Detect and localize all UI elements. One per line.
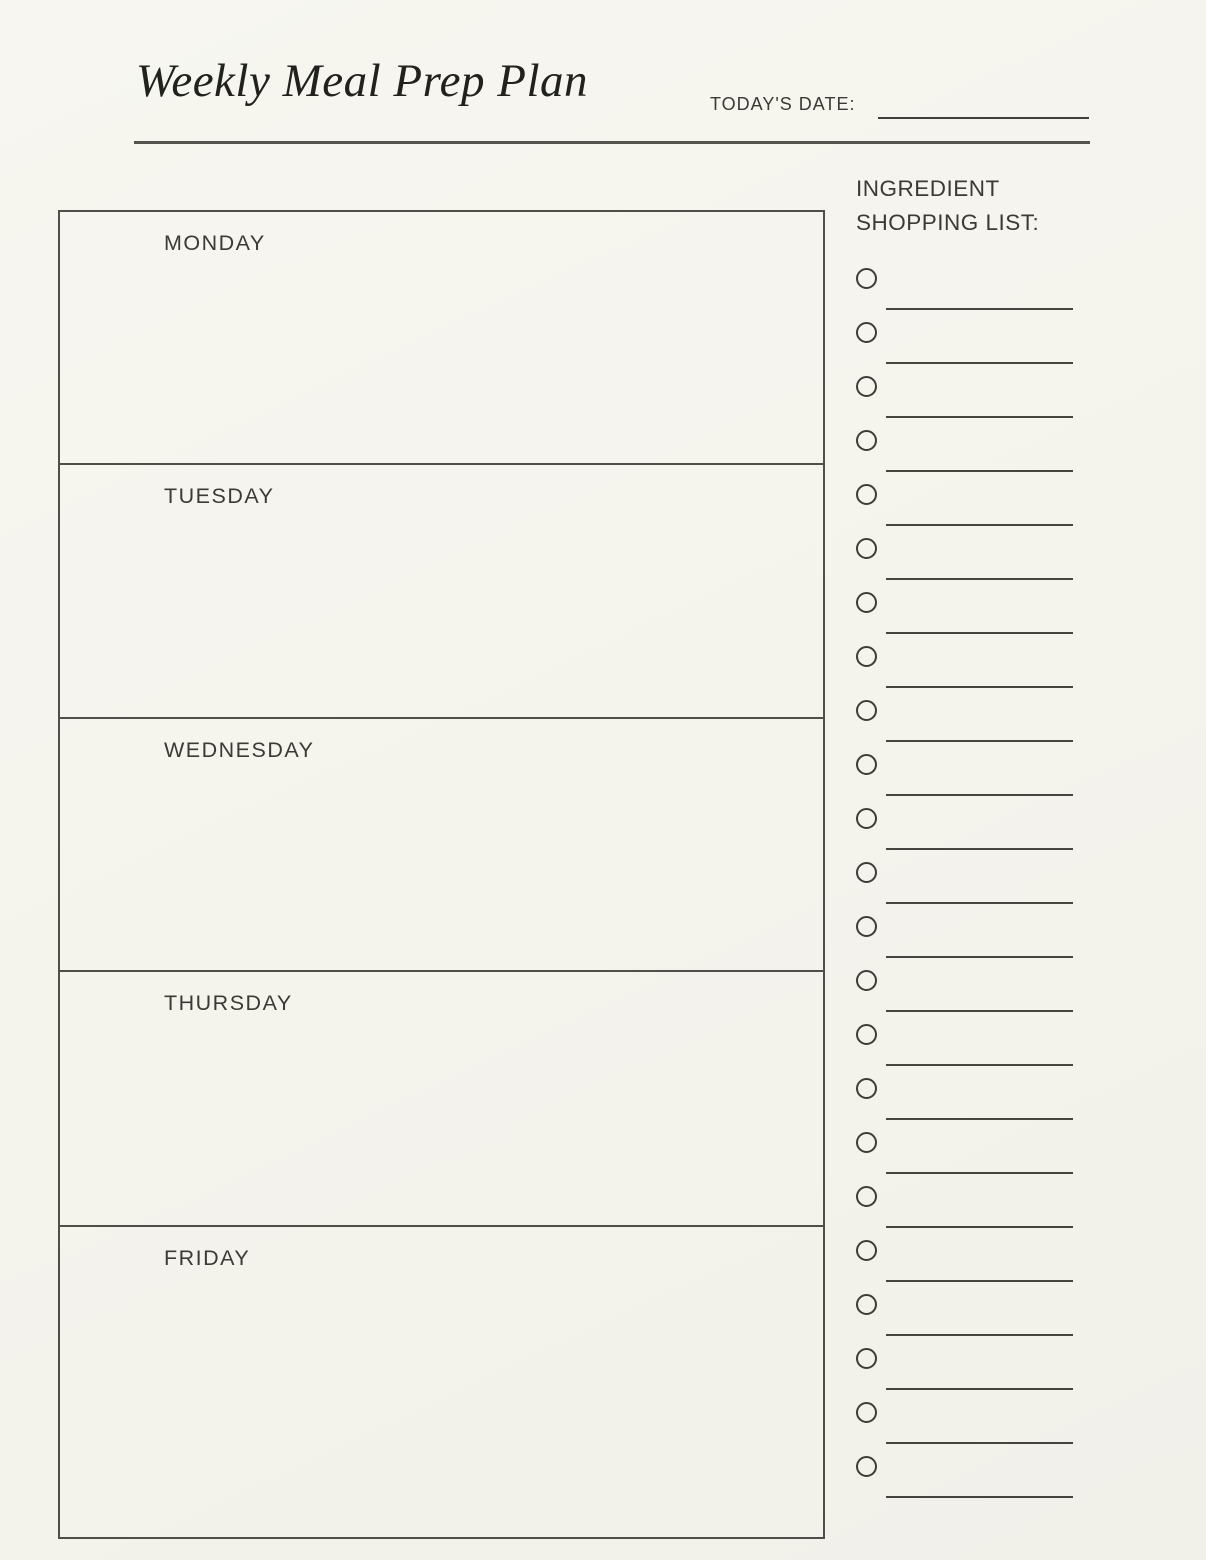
shopping-item-blank-field[interactable] [886,617,1073,634]
circle-bullet-icon[interactable] [856,754,877,775]
circle-bullet-icon[interactable] [856,538,877,559]
day-row-thursday[interactable] [60,972,823,1227]
shopping-item-blank-field[interactable] [886,563,1073,580]
circle-bullet-icon[interactable] [856,268,877,289]
shopping-list-item [856,916,1096,970]
shopping-list-item [856,592,1096,646]
circle-bullet-icon[interactable] [856,916,877,937]
shopping-list-item [856,1024,1096,1078]
shopping-list-item [856,646,1096,700]
shopping-list-title-line1: INGREDIENT [856,176,1000,201]
circle-bullet-icon[interactable] [856,1402,877,1423]
shopping-item-blank-field[interactable] [886,293,1073,310]
day-row-tuesday[interactable] [60,465,823,719]
day-label-tuesday: TUESDAY [164,484,275,508]
shopping-item-blank-field[interactable] [886,725,1073,742]
shopping-item-blank-field[interactable] [886,833,1073,850]
shopping-list-item [856,862,1096,916]
shopping-list-item [856,970,1096,1024]
shopping-list-title [856,172,1039,240]
shopping-list-item [856,484,1096,538]
shopping-item-blank-field[interactable] [886,455,1073,472]
circle-bullet-icon[interactable] [856,376,877,397]
shopping-item-blank-field[interactable] [886,1157,1073,1174]
shopping-item-blank-field[interactable] [886,995,1073,1012]
circle-bullet-icon[interactable] [856,1456,877,1477]
circle-bullet-icon[interactable] [856,1132,877,1153]
circle-bullet-icon[interactable] [856,592,877,613]
shopping-item-blank-field[interactable] [886,779,1073,796]
day-label-monday: MONDAY [164,231,266,255]
circle-bullet-icon[interactable] [856,430,877,451]
shopping-list-item [856,376,1096,430]
circle-bullet-icon[interactable] [856,1024,877,1045]
shopping-list-item [856,268,1096,322]
day-row-monday[interactable] [60,212,823,465]
circle-bullet-icon[interactable] [856,1348,877,1369]
shopping-list-item [856,1186,1096,1240]
shopping-list-item [856,700,1096,754]
shopping-list-item [856,538,1096,592]
shopping-list-item [856,808,1096,862]
header-divider-rule [134,141,1090,144]
shopping-item-blank-field[interactable] [886,1373,1073,1390]
circle-bullet-icon[interactable] [856,700,877,721]
shopping-item-blank-field[interactable] [886,401,1073,418]
day-row-friday[interactable] [60,1227,823,1537]
circle-bullet-icon[interactable] [856,970,877,991]
weekly-plan-grid [58,210,825,1539]
shopping-list-item [856,1348,1096,1402]
shopping-item-blank-field[interactable] [886,941,1073,958]
shopping-item-blank-field[interactable] [886,1103,1073,1120]
shopping-list-item [856,1240,1096,1294]
shopping-item-blank-field[interactable] [886,1427,1073,1444]
circle-bullet-icon[interactable] [856,322,877,343]
circle-bullet-icon[interactable] [856,1078,877,1099]
todays-date-blank-field[interactable] [878,117,1089,119]
shopping-item-blank-field[interactable] [886,347,1073,364]
day-label-friday: FRIDAY [164,1246,251,1270]
shopping-list-item [856,1078,1096,1132]
shopping-list-item [856,754,1096,808]
shopping-item-blank-field[interactable] [886,1319,1073,1336]
circle-bullet-icon[interactable] [856,484,877,505]
shopping-item-blank-field[interactable] [886,1049,1073,1066]
shopping-list-item [856,1294,1096,1348]
shopping-list-item [856,430,1096,484]
shopping-list [856,268,1096,1510]
shopping-item-blank-field[interactable] [886,1481,1073,1498]
shopping-item-blank-field[interactable] [886,887,1073,904]
shopping-list-item [856,322,1096,376]
circle-bullet-icon[interactable] [856,646,877,667]
circle-bullet-icon[interactable] [856,862,877,883]
shopping-list-item [856,1402,1096,1456]
shopping-item-blank-field[interactable] [886,1211,1073,1228]
day-row-wednesday[interactable] [60,719,823,972]
circle-bullet-icon[interactable] [856,1240,877,1261]
day-label-thursday: THURSDAY [164,991,293,1015]
shopping-item-blank-field[interactable] [886,509,1073,526]
day-label-wednesday: WEDNESDAY [164,738,315,762]
todays-date-label: TODAY'S DATE: [710,94,856,114]
shopping-item-blank-field[interactable] [886,671,1073,688]
circle-bullet-icon[interactable] [856,808,877,829]
shopping-list-item [856,1132,1096,1186]
circle-bullet-icon[interactable] [856,1186,877,1207]
circle-bullet-icon[interactable] [856,1294,877,1315]
shopping-list-title-line2: SHOPPING LIST: [856,210,1040,235]
shopping-item-blank-field[interactable] [886,1265,1073,1282]
shopping-list-item [856,1456,1096,1510]
page-title: Weekly Meal Prep Plan [136,55,589,107]
